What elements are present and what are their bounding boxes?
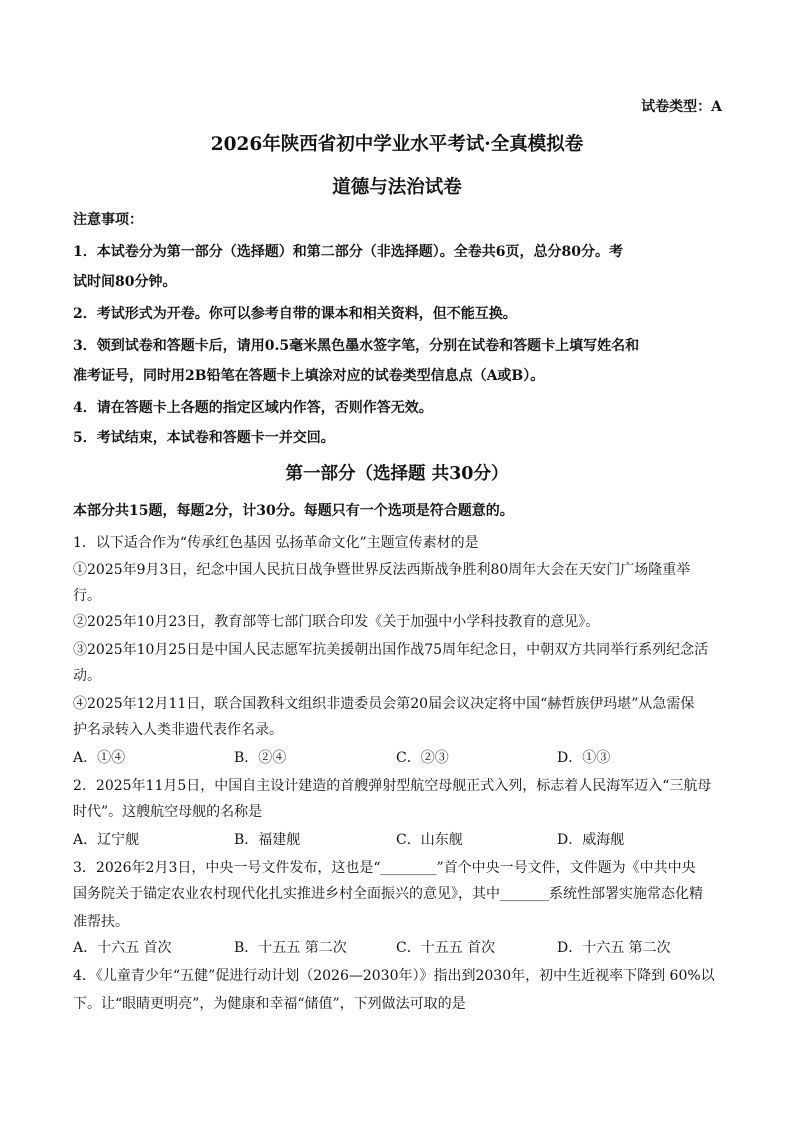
exam-subtitle: 道德与法治试卷 — [332, 177, 462, 198]
option-b[interactable]: B．②④ — [234, 750, 287, 766]
option-b[interactable]: B．十五五 第二次 — [234, 940, 347, 956]
q3-stem: 国务院关于锚定农业农村现代化扎实推进乡村全面振兴的意见》，其中_______系统性部署实施常态化精 — [73, 886, 703, 902]
notes-item: 2．考试形式为开卷。你可以参考自带的课本和相关资料，但不能互换。 — [73, 306, 517, 322]
q1-item: 护名录转入人类非遗代表作名录。 — [73, 722, 283, 738]
paper-type-label: 试卷类型：A — [641, 99, 722, 115]
q2-options — [73, 830, 723, 850]
part1-title: 第一部分（选择题 共30分） — [285, 464, 509, 484]
q1-item: ①2025年9月3日，纪念中国人民抗日战争暨世界反法西斯战争胜利80周年大会在天安门广场隆重举 — [73, 562, 691, 578]
option-c[interactable]: C．十五五 首次 — [396, 940, 496, 956]
q1-item: 行。 — [73, 588, 101, 604]
notes-item: 准考证号，同时用2B铅笔在答题卡上填涂对应的试卷类型信息点（A或B）。 — [73, 368, 545, 384]
option-a[interactable]: A．辽宁舰 — [73, 832, 140, 848]
notes-heading: 注意事项： — [73, 212, 143, 228]
q2-stem: 时代”。这艘航空母舰的名称是 — [73, 804, 263, 820]
option-a[interactable]: A．十六五 首次 — [73, 940, 172, 956]
option-c[interactable]: C．山东舰 — [396, 832, 463, 848]
part1-instruction: 本部分共15题，每题2分，计30分。每题只有一个选项是符合题意的。 — [73, 503, 514, 519]
q4-stem: 下。让“眼睛更明亮”，为健康和幸福“储值”，下列做法可取的是 — [73, 996, 466, 1012]
q4-stem: 4．《儿童青少年“五健”促进行动计划（2026—2030年）》指出到2030年，初中生近视率下降到 60%以 — [73, 968, 715, 984]
option-c[interactable]: C．②③ — [396, 750, 449, 766]
notes-item: 试时间80分钟。 — [73, 274, 177, 290]
option-d[interactable]: D．十六五 第二次 — [557, 940, 671, 956]
q3-stem: 3．2026年2月3日，中央一号文件发布，这也是“________”首个中央一号文件，文件题为《中共中央 — [73, 860, 696, 876]
q1-item: ②2025年10月23日，教育部等七部门联合印发《关于加强中小学科技教育的意见》。 — [73, 614, 600, 630]
q3-stem: 准帮扶。 — [73, 914, 129, 930]
q1-stem: 1．以下适合作为“传承红色基因 弘扬革命文化”主题宣传素材的是 — [73, 535, 479, 551]
option-d[interactable]: D．①③ — [557, 750, 611, 766]
q2-stem: 2．2025年11月5日，中国自主设计建造的首艘弹射型航空母舰正式入列，标志着人民海军迈入“三航母 — [73, 778, 712, 794]
q1-options — [73, 748, 723, 768]
q1-item: ③2025年10月25日是中国人民志愿军抗美援朝出国作战75周年纪念日，中朝双方共同举行系列纪念活 — [73, 642, 709, 658]
notes-item: 1．本试卷分为第一部分（选择题）和第二部分（非选择题）。全卷共6页，总分80分。考 — [73, 244, 623, 260]
option-a[interactable]: A．①④ — [73, 750, 126, 766]
exam-title: 2026年陕西省初中学业水平考试·全真模拟卷 — [210, 134, 584, 155]
option-d[interactable]: D．威海舰 — [557, 832, 625, 848]
notes-item: 3．领到试卷和答题卡后，请用0.5毫米黑色墨水签字笔，分别在试卷和答题卡上填写姓名和 — [73, 338, 640, 354]
notes-item: 5．考试结束，本试卷和答题卡一并交回。 — [73, 430, 335, 446]
q1-item: 动。 — [73, 668, 101, 684]
notes-item: 4．请在答题卡上各题的指定区域内作答，否则作答无效。 — [73, 400, 433, 416]
q3-options — [73, 938, 723, 958]
option-b[interactable]: B．福建舰 — [234, 832, 301, 848]
q1-item: ④2025年12月11日，联合国教科文组织非遗委员会第20届会议决定将中国“赫哲族伊玛堪”从急需保 — [73, 696, 695, 712]
